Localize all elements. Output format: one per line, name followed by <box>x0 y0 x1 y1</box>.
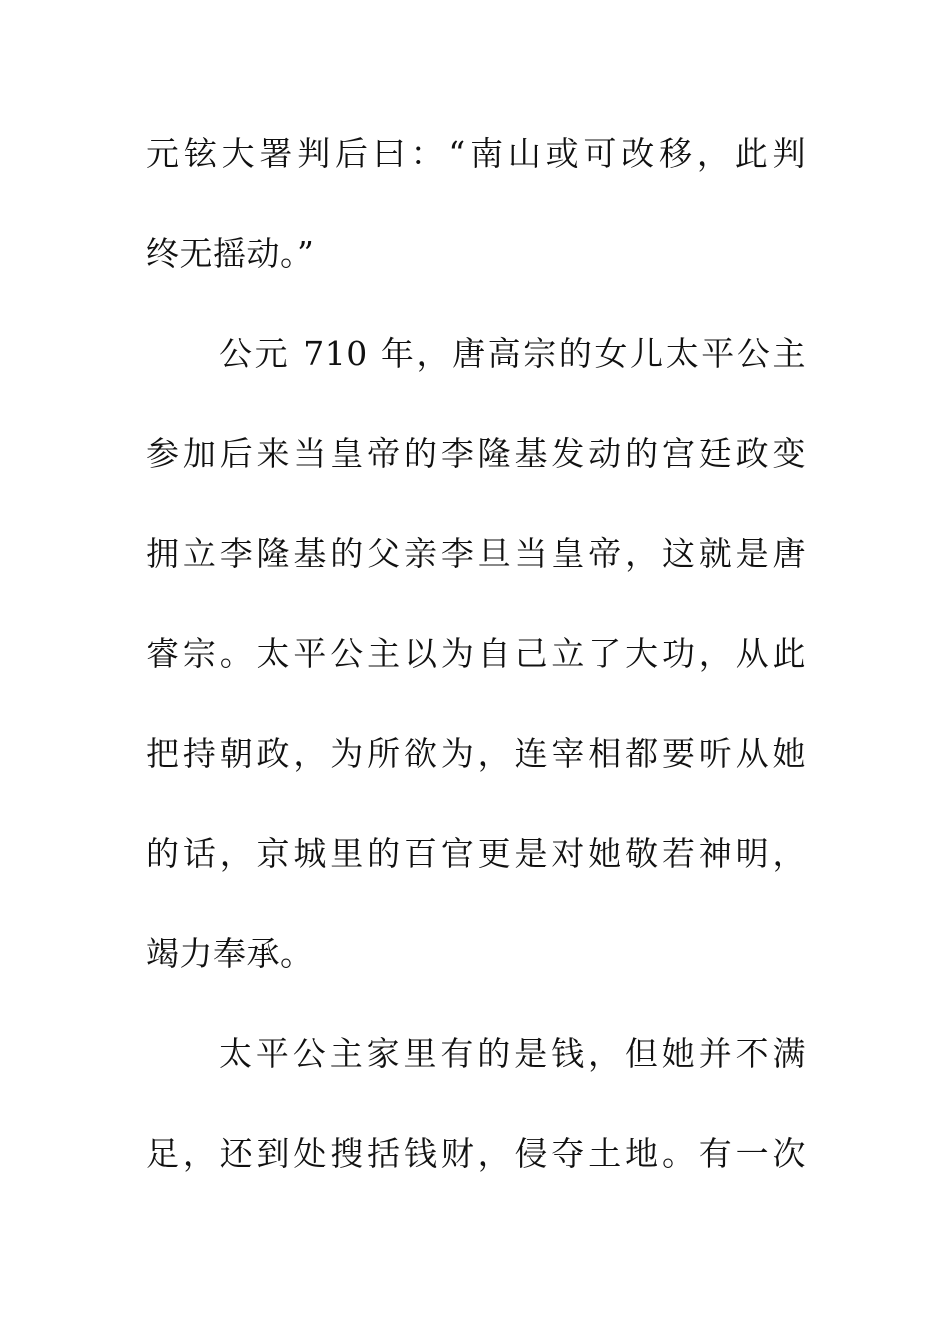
text-line: 睿宗。太平公主以为自己立了大功，从此 <box>146 634 806 673</box>
text-line: 公元 710 年，唐高宗的女儿太平公主 <box>219 334 806 373</box>
text-line: 足，还到处搜括钱财，侵夺土地。有一次 <box>146 1134 806 1173</box>
text-line: 把持朝政，为所欲为，连宰相都要听从她 <box>146 734 806 773</box>
text-line: 的话，京城里的百官更是对她敬若神明， <box>146 834 806 873</box>
text-line: 元铉大署判后曰：“南山或可改移，此判 <box>146 134 806 173</box>
text-line: 参加后来当皇帝的李隆基发动的宫廷政变 <box>146 434 806 473</box>
text-line: 太平公主家里有的是钱，但她并不满 <box>219 1034 806 1073</box>
text-line: 终无摇动。” <box>146 234 315 273</box>
text-line: 拥立李隆基的父亲李旦当皇帝，这就是唐 <box>146 534 806 573</box>
text-line: 竭力奉承。 <box>146 934 314 973</box>
